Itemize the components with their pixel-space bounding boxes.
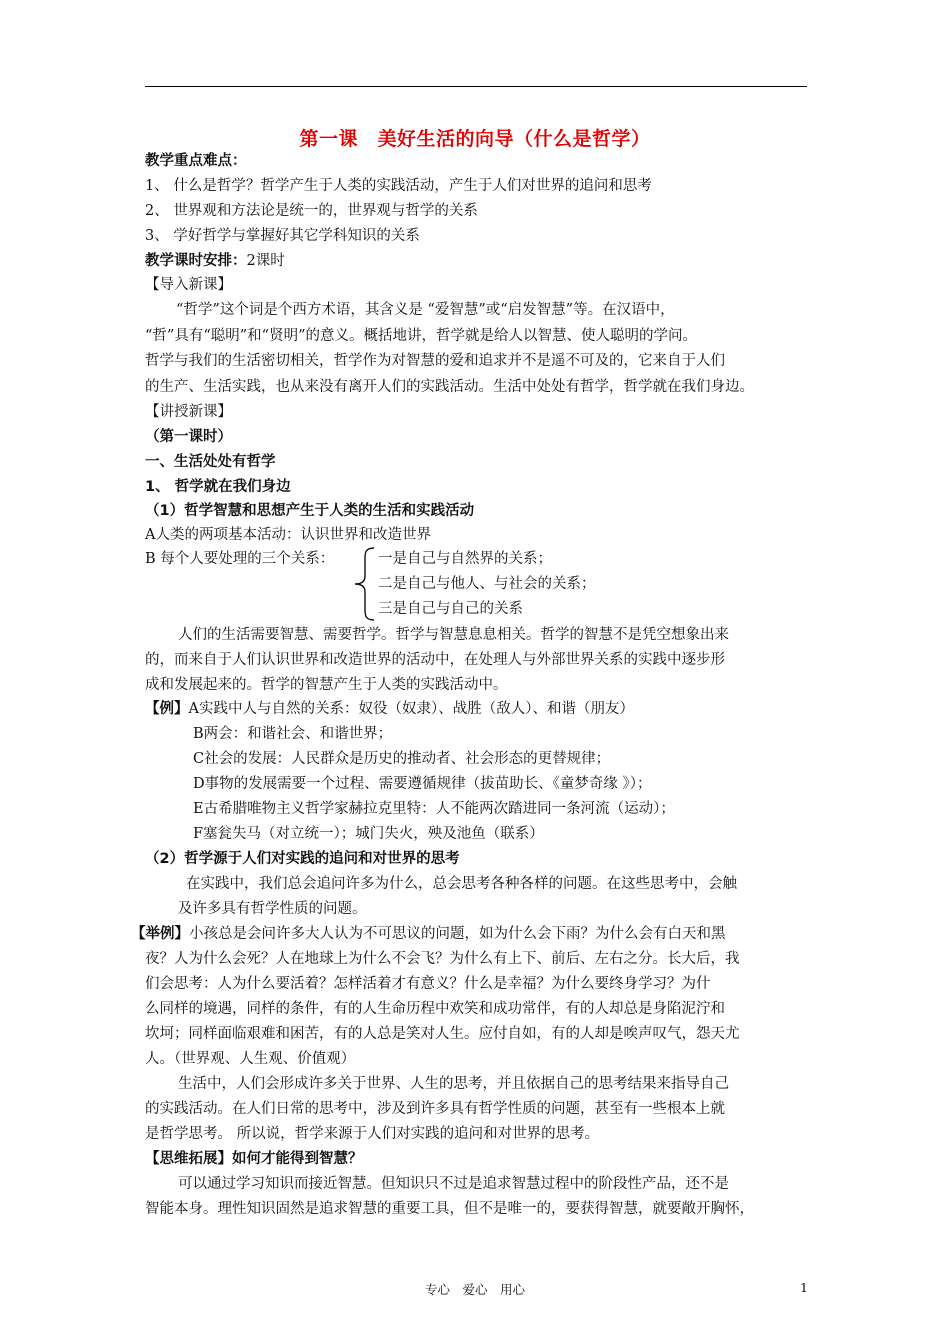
example-2-line-1 (131, 924, 726, 944)
paragraph-3-line-1: 生活中，人们会形成许多关于世界、人生的思考，并且依据自己的思考结果来指导自己 (178, 1076, 729, 1092)
subsection-heading-1-1: 1、 哲学就在我们身边 (145, 479, 291, 495)
example-line-a (145, 699, 634, 719)
section-heading-1: 一、生活处处有哲学 (145, 454, 276, 470)
example-2-line-3: 们会思考：人为什么要活着？怎样活着才有意义？什么是幸福？为什么要终身学习？为什 (145, 976, 711, 992)
activity-line-a: A人类的两项基本活动：认识世界和改造世界 (145, 527, 431, 543)
example-line-b: B两会：和谐社会、和谐世界； (193, 726, 393, 742)
example-a-text: A实践中人与自然的关系：奴役（奴隶）、战胜（敌人）、和谐（朋友） (188, 701, 634, 717)
key-points-heading: 教学重点难点： (145, 153, 247, 169)
page-number: 1 (800, 1280, 808, 1295)
example-2-line-2: 夜？人为什么会死？人在地球上为什么不会飞？为什么有上下、前后、左右之分。长大后，我 (145, 951, 740, 967)
relation-item-2: 二是自己与他人、与社会的关系； (378, 576, 596, 592)
point-heading-2: （2）哲学源于人们对实践的追问和对世界的思考 (145, 851, 460, 867)
thinking-expansion-label: 【思维拓展】 (145, 1151, 232, 1167)
example-2-line-4: 么同样的境遇，同样的条件，有的人生命历程中欢笑和成功常伴，有的人却总是身陷泥泞和 (145, 1001, 725, 1017)
paragraph-3-line-2: 的实践活动。在人们日常的思考中，涉及到许多具有哲学性质的问题，甚至有一些根本上就 (145, 1101, 725, 1117)
example-label: 【例】 (145, 701, 189, 717)
key-point-3: 3、 学好哲学与掌握好其它学科知识的关系 (145, 228, 420, 244)
intro-line-2: “哲”具有“聪明”和“贤明”的意义。概括地讲，哲学就是给人以智慧、使人聪明的学问。 (145, 328, 697, 344)
footer-slogan: 专心 爱心 用心 (424, 1282, 525, 1297)
intro-line-1: “哲学”这个词是个西方术语，其含义是 “爱智慧”或“启发智慧”等。在汉语中， (176, 302, 675, 318)
intro-heading: 【导入新课】 (145, 277, 232, 293)
example-2-line-6: 人。（世界观、人生观、价值观） (145, 1051, 356, 1067)
intro-line-3: 哲学与我们的生活密切相关，哲学作为对智慧的爱和追求并不是遥不可及的，它来自于人们 (145, 353, 725, 369)
new-lesson-heading: 【讲授新课】 (145, 404, 232, 420)
intro-line-4: 的生产、生活实践，也从来没有离开人们的实践活动。生活中处处有哲学，哲学就在我们身边。 (145, 379, 754, 395)
relation-item-3: 三是自己与自己的关系 (378, 601, 523, 617)
example-line-c: C社会的发展：人民群众是历史的推动者、社会形态的更替规律； (193, 751, 611, 767)
paragraph-1-line-2: 的，而来自于人们认识世界和改造世界的活动中，在处理人与外部世界关系的实践中逐步形 (145, 652, 725, 668)
hours-heading: 教学课时安排： (145, 253, 247, 269)
relation-item-1: 一是自己与自然界的关系； (378, 551, 552, 567)
hours-value: 2课时 (246, 253, 285, 269)
paragraph-4-line-1: 可以通过学习知识而接近智慧。但知识只不过是追求智慧过程中的阶段性产品，还不是 (178, 1176, 729, 1192)
point-heading-1: （1）哲学智慧和思想产生于人类的生活和实践活动 (145, 503, 475, 519)
thinking-expansion-question: 如何才能得到智慧？ (232, 1151, 363, 1167)
page-title: 第一课 美好生活的向导（什么是哲学） (299, 128, 651, 150)
example-line-f: F塞瓮失马（对立统一）；城门失火，殃及池鱼（联系） (193, 826, 544, 842)
paragraph-4-line-2: 智能本身。理性知识固然是追求智慧的重要工具，但不是唯一的，要获得智慧，就要敞开胸怀， (145, 1201, 754, 1217)
hours-line (145, 251, 285, 271)
thinking-expansion-line (145, 1149, 363, 1169)
key-point-1: 1、 什么是哲学？哲学产生于人类的实践活动，产生于人们对世界的追问和思考 (145, 178, 652, 194)
brace-icon (352, 546, 376, 622)
paragraph-3-line-3: 是哲学思考。 所以说，哲学来源于人们对实践的追问和对世界的思考。 (145, 1126, 600, 1142)
example-2-line-5: 坎坷；同样面临艰难和困苦，有的人总是笑对人生。应付自如，有的人却是唉声叹气，怨天尤 (145, 1026, 740, 1042)
header-rule (145, 86, 807, 87)
example-2-text: 小孩总是会问许多大人认为不可思议的问题，如为什么会下雨？为什么会有白天和黑 (189, 926, 726, 942)
key-point-2: 2、 世界观和方法论是统一的，世界观与哲学的关系 (145, 203, 478, 219)
paragraph-2-line-1: 在实践中，我们总会追问许多为什么，总会思考各种各样的问题。在这些思考中，会触 (186, 876, 737, 892)
example-line-d: D事物的发展需要一个过程、需要遵循规律（拔苗助长、《童梦奇缘 》）； (193, 776, 652, 792)
paragraph-1-line-3: 成和发展起来的。哲学的智慧产生于人类的实践活动中。 (145, 677, 508, 693)
paragraph-2-line-2: 及许多具有哲学性质的问题。 (178, 901, 367, 917)
example-line-e: E古希腊唯物主义哲学家赫拉克里特：人不能两次踏进同一条河流（运动）； (193, 801, 675, 817)
paragraph-1-line-1: 人们的生活需要智慧、需要哲学。哲学与智慧息息相关。哲学的智慧不是凭空想象出来 (178, 627, 729, 643)
relations-line-b: B 每个人要处理的三个关系： (145, 551, 335, 567)
first-period-label: （第一课时） (145, 429, 232, 445)
example-2-label: 【举例】 (131, 926, 189, 942)
